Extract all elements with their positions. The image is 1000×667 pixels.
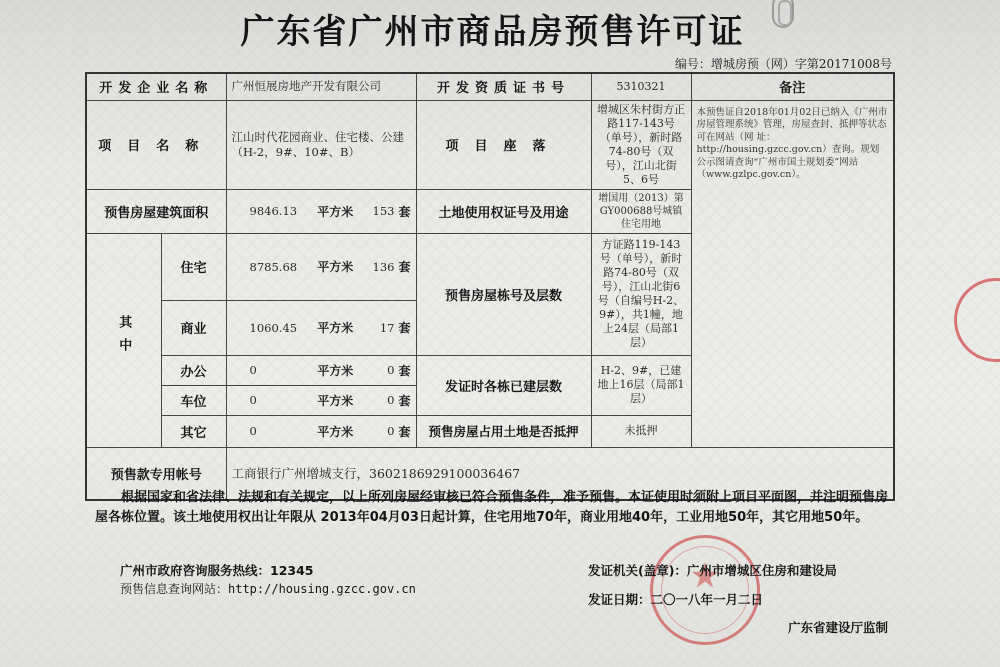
breakdown-area: 0 xyxy=(249,363,257,377)
website: 预售信息查询网站：http://housing.gzcc.gov.cn xyxy=(120,582,416,596)
legal-statement: 根据国家和省法律、法规和有关规定，以上所列房屋经审核已符合预售条件，准予预售。本证使用时须附上项目平面图，并注明预售房屋各栋位置。该土地使用权出让年限从 2013年04月03日起计算，住宅用地70年，商业用地40年，工业用地50年，其它用地50年。 xyxy=(95,490,889,525)
row-project xyxy=(86,100,894,189)
breakdown-type: 商业 xyxy=(161,300,226,355)
total-area-unit: 平方米 xyxy=(317,204,354,219)
breakdown-units: 0 xyxy=(387,424,395,438)
breakdown-area-cell xyxy=(226,355,416,385)
breakdown-area-unit: 平方米 xyxy=(317,363,354,378)
total-units-unit: 套 xyxy=(398,204,411,219)
breakdown-area-unit: 平方米 xyxy=(317,393,354,408)
building-floors-value: 方证路119-143号（单号），新时路74-80号（双号），江山北街6号（自编号H-2、9#），共1幢，地上24层（局部1层） xyxy=(591,233,691,355)
project-name-label: 项目名称 xyxy=(86,100,226,189)
edge-seal-ring xyxy=(954,278,1000,362)
project-name-value: 江山时代花园商业、住宅楼、公建（H-2，9#、10#、B） xyxy=(226,100,416,189)
mortgage-value: 未抵押 xyxy=(591,415,691,447)
breakdown-units-unit: 套 xyxy=(398,260,411,274)
breakdown-area-unit: 平方米 xyxy=(317,321,354,335)
total-area-label: 预售房屋建筑面积 xyxy=(86,189,226,233)
qualification-label: 开发资质证书号 xyxy=(416,73,591,100)
breakdown-area-cell xyxy=(226,415,416,447)
total-area-value: 9846.13 xyxy=(249,204,298,218)
location-label: 项目座落 xyxy=(416,100,591,189)
breakdown-area: 1060.45 xyxy=(249,320,298,335)
breakdown-units-unit: 套 xyxy=(398,321,411,335)
breakdown-area-cell xyxy=(226,385,416,415)
breakdown-units: 0 xyxy=(387,393,395,407)
building-floors-label: 预售房屋栋号及层数 xyxy=(416,233,591,355)
account-label: 预售款专用帐号 xyxy=(86,447,226,500)
paper-clip xyxy=(772,0,794,28)
breakdown-area-cell xyxy=(226,300,416,355)
breakdown-units: 136 xyxy=(372,259,395,274)
total-units-value: 153 xyxy=(372,204,395,218)
breakdown-units-unit: 套 xyxy=(398,363,411,378)
breakdown-type: 住宅 xyxy=(161,233,226,300)
built-floors-label: 发证时各栋已建层数 xyxy=(416,355,591,415)
developer-label: 开发企业名称 xyxy=(86,73,226,100)
issuer: 发证机关(盖章)：广州市增城区住房和建设局 xyxy=(588,563,837,578)
developer-value: 广州恒展房地产开发有限公司 xyxy=(226,73,416,100)
breakdown-units: 17 xyxy=(379,320,395,335)
remarks-label: 备注 xyxy=(691,73,894,100)
breakdown-units-unit: 套 xyxy=(398,424,411,439)
breakdown-area-unit: 平方米 xyxy=(317,260,354,274)
breakdown-area: 0 xyxy=(249,424,257,438)
supervisor: 广东省建设厅监制 xyxy=(788,620,889,635)
built-floors-value: H-2、9#，已建地上16层（局部1层） xyxy=(591,355,691,415)
breakdown-type: 办公 xyxy=(161,355,226,385)
row-developer xyxy=(86,73,894,100)
breakdown-area: 0 xyxy=(249,393,257,407)
permit-number: 编号：增城房预（网）字第20171008号 xyxy=(674,57,892,71)
breakdown-area: 8785.68 xyxy=(249,259,298,274)
location-value: 增城区朱村街方正路117-143号（单号），新时路74-80号（双号），江山北街5、6号 xyxy=(591,100,691,189)
mortgage-label: 预售房屋占用土地是否抵押 xyxy=(416,415,591,447)
remarks-value: 本预售证自2018年01月02日已纳入《广州市房屋管理系统》管理，房屋查封、抵押等状态可在网站（网 址：http://housing.gzcc.gov.cn）查询。规划公示图请查询“广州市国土规划委”网站（www.gzlpc.gov.cn）。 xyxy=(691,100,894,447)
permit-table xyxy=(85,72,895,501)
breakdown-type: 车位 xyxy=(161,385,226,415)
issue-date: 发证日期：二〇一八年一月二日 xyxy=(588,592,764,607)
total-area-cell xyxy=(226,189,416,233)
website-wrap xyxy=(120,580,416,597)
edge-seal xyxy=(946,270,1000,370)
breakdown-label-cell xyxy=(86,233,161,447)
document-title: 广东省广州市商品房预售许可证 xyxy=(240,12,745,52)
breakdown-type: 其它 xyxy=(161,415,226,447)
land-cert-label: 土地使用权证号及用途 xyxy=(416,189,591,233)
breakdown-units: 0 xyxy=(387,363,395,377)
breakdown-label: 其中 xyxy=(116,315,132,361)
land-cert-value: 增国用（2013）第GY000688号城镇住宅用地 xyxy=(591,189,691,233)
hotline: 广州市政府咨询服务热线：12345 xyxy=(120,563,314,578)
qualification-value: 5310321 xyxy=(591,73,691,100)
breakdown-area-cell xyxy=(226,233,416,300)
breakdown-area-unit: 平方米 xyxy=(317,424,354,439)
breakdown-units-unit: 套 xyxy=(398,393,411,408)
account-value: 工商银行广州增城支行，3602186929100036467 xyxy=(226,447,894,500)
